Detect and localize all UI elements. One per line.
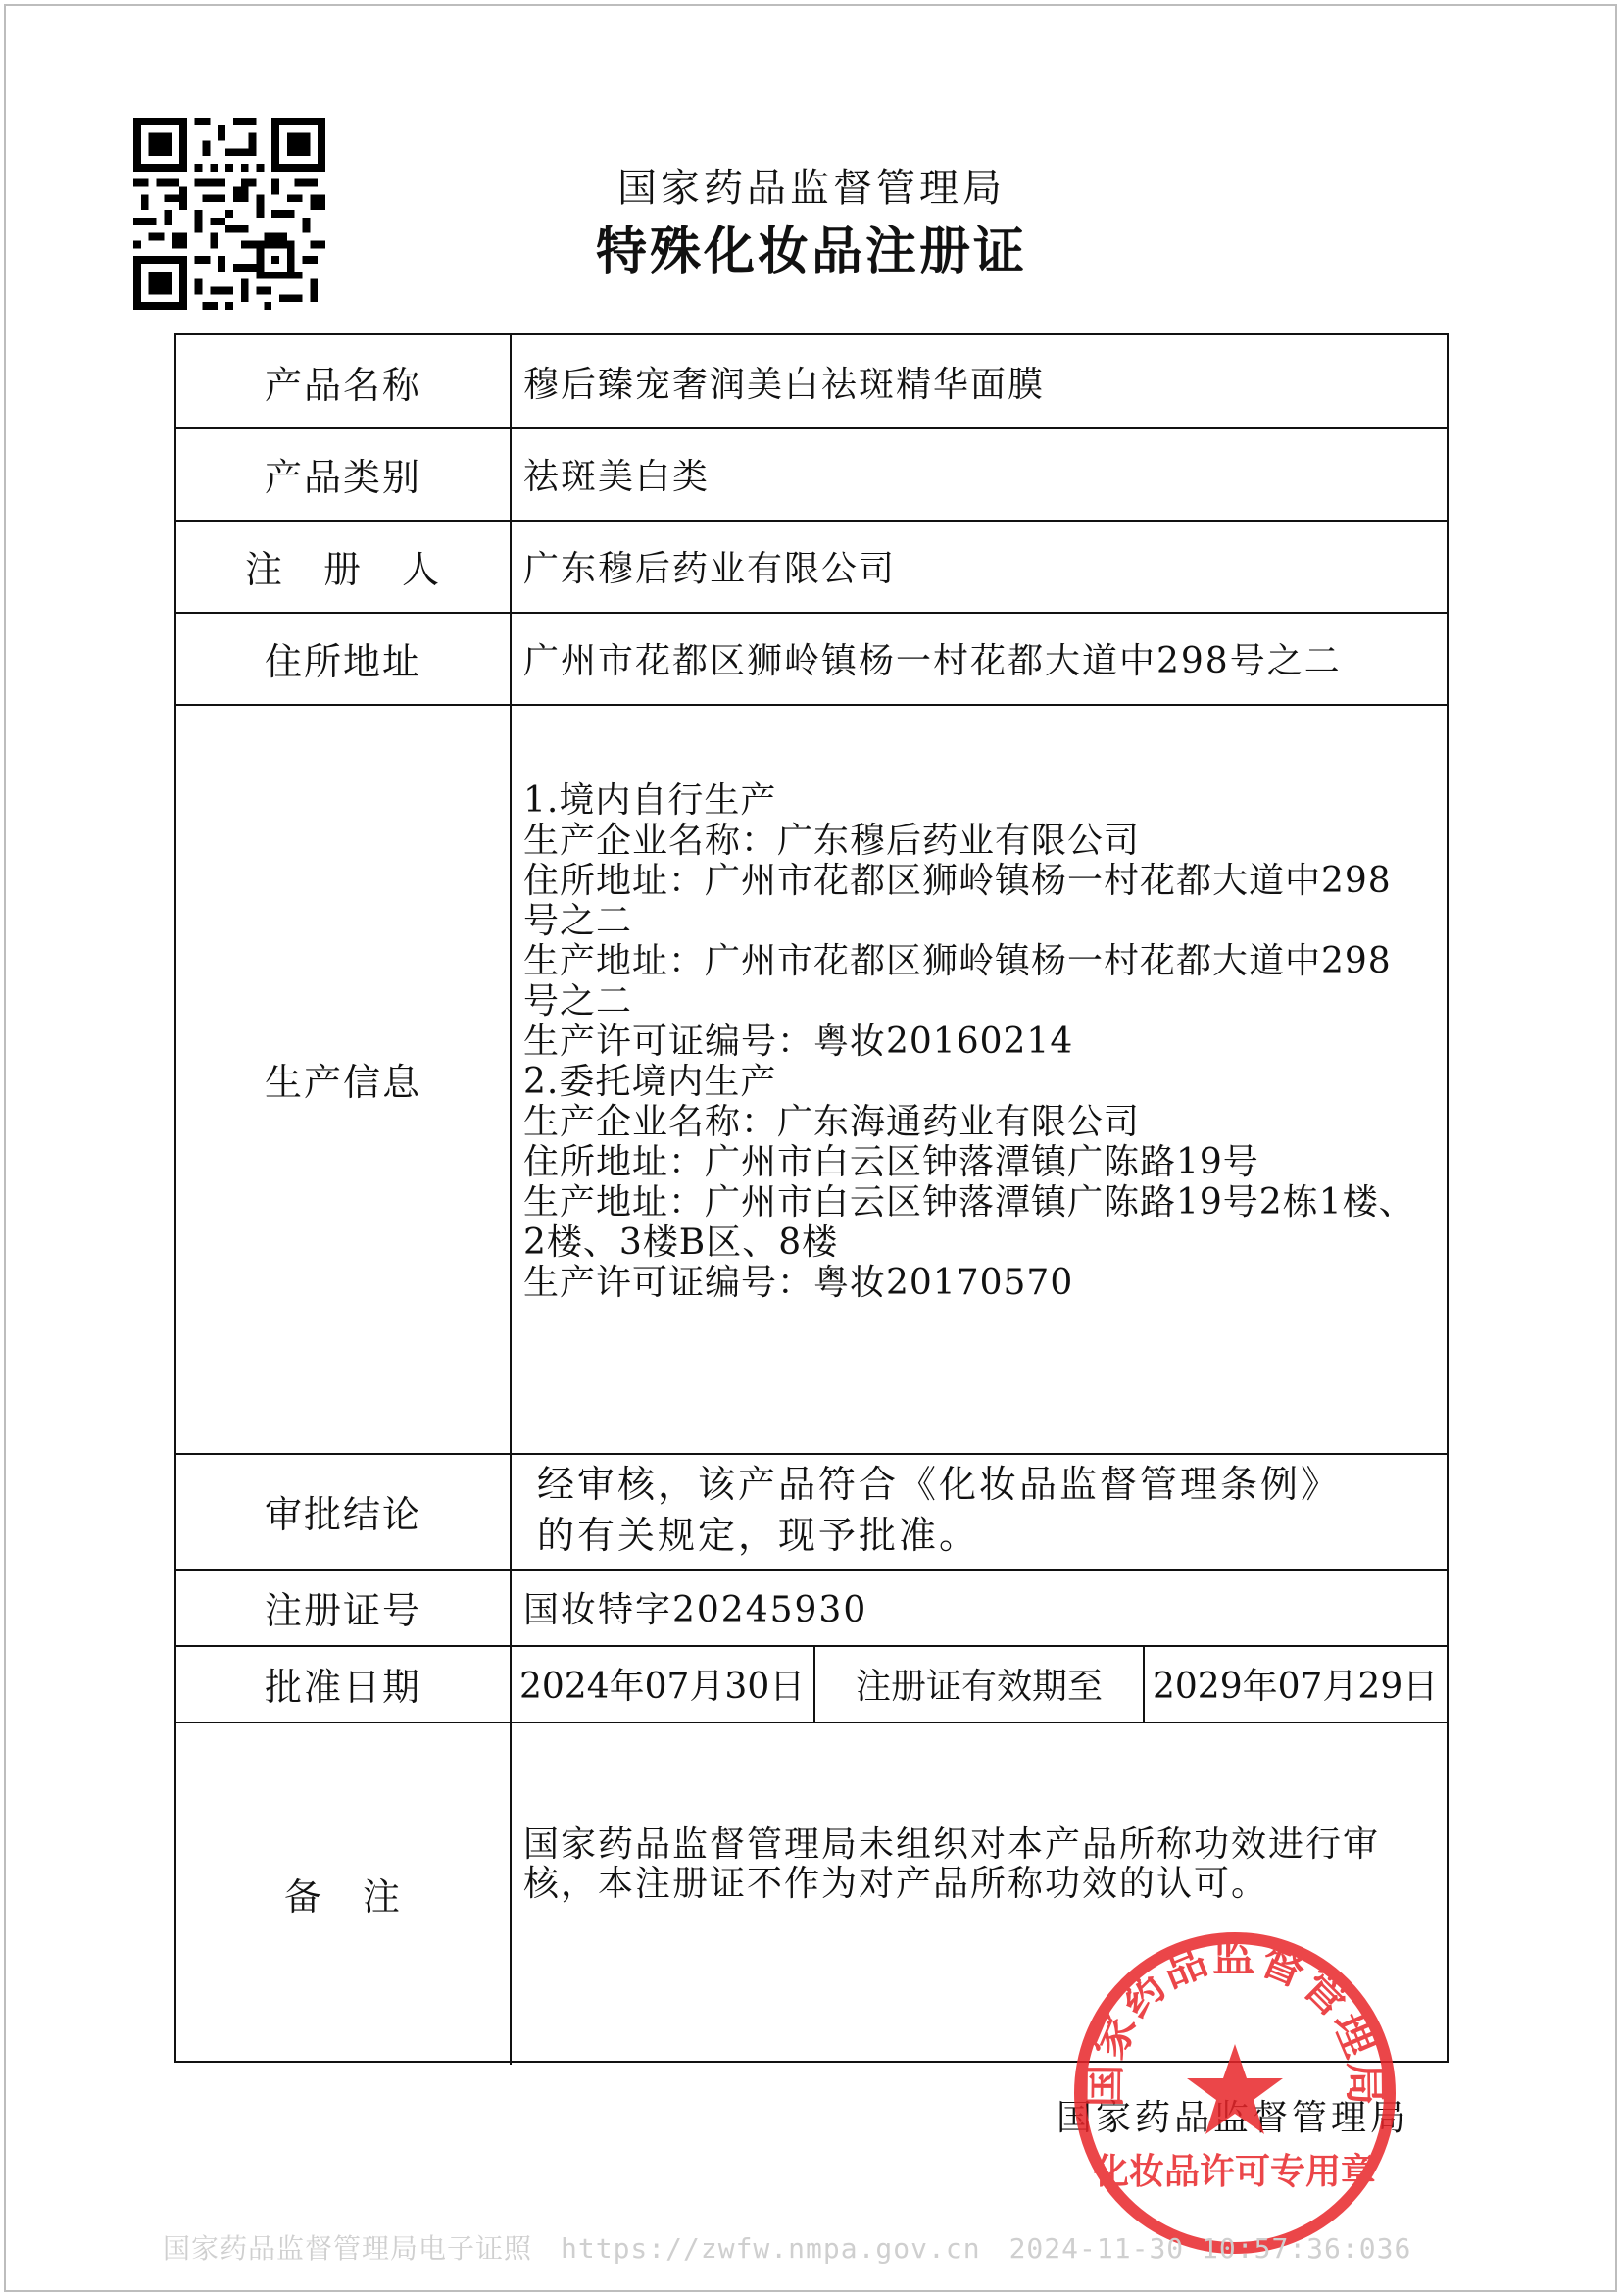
production-line: 生产企业名称：广东穆后药业有限公司 (523, 821, 1141, 861)
label-valid-until: 注册证有效期至 (815, 1645, 1145, 1722)
label-product-category: 产品类别 (176, 427, 512, 520)
row-registration-no (176, 1569, 1447, 1647)
certificate-title: 特殊化妆品注册证 (595, 223, 1027, 281)
value-production-info (512, 704, 1447, 1453)
row-address (176, 612, 1447, 706)
remarks-line: 核，本注册证不作为对产品所称功效的认可。 (523, 1864, 1269, 1904)
production-line: 住所地址：广州市白云区钟落潭镇广陈路19号 (523, 1142, 1259, 1182)
value-product-name: 穆后臻宠奢润美白祛斑精华面膜 (523, 364, 1046, 405)
issuing-authority-signature: 国家药品监督管理局 (1057, 2098, 1410, 2138)
value-approval-date: 2024年07月30日 (512, 1645, 815, 1722)
agency-heading: 国家药品监督管理局 (617, 166, 1006, 211)
row-product-name (176, 335, 1447, 429)
conclusion-line: 的有关规定，现予批准。 (537, 1514, 980, 1557)
production-line: 2楼、3楼B区、8楼 (523, 1223, 839, 1263)
official-seal (1068, 1926, 1402, 2260)
certificate-table (174, 333, 1449, 2063)
conclusion-line: 经审核，该产品符合《化妆品监督管理条例》 (537, 1463, 1342, 1506)
production-line: 生产许可证编号：粤妆20170570 (523, 1263, 1074, 1303)
label-address: 住所地址 (176, 612, 512, 704)
production-line: 住所地址：广州市花都区狮岭镇杨一村花都大道中298 (523, 861, 1392, 901)
value-approval-conclusion (512, 1453, 1447, 1569)
row-product-category (176, 427, 1447, 522)
production-line: 2.委托境内生产 (523, 1062, 777, 1102)
remarks-line: 国家药品监督管理局未组织对本产品所称功效进行审 (523, 1824, 1381, 1865)
value-registration-no: 国妆特字20245930 (523, 1589, 868, 1630)
row-production-info (176, 704, 1447, 1455)
row-approval-date (176, 1645, 1447, 1723)
row-registrant (176, 520, 1447, 614)
label-approval-conclusion: 审批结论 (176, 1453, 512, 1569)
label-remarks: 备 注 (176, 1722, 512, 2065)
production-line: 生产企业名称：广东海通药业有限公司 (523, 1102, 1141, 1142)
electronic-license-watermark: 国家药品监督管理局电子证照 https://zwfw.nmpa.gov.cn 2024-11-30 10:57:36:036 (163, 2232, 1412, 2265)
label-production-info: 生产信息 (176, 704, 512, 1453)
production-line: 1.境内自行生产 (523, 780, 777, 821)
value-product-category: 祛斑美白类 (523, 456, 711, 497)
production-line: 生产地址：广州市白云区钟落潭镇广陈路19号2栋1楼、 (523, 1182, 1415, 1223)
production-line: 号之二 (523, 981, 633, 1022)
seal-arc-text: 国家药品监督管理局 (1079, 1930, 1391, 2108)
label-registrant: 注 册 人 (176, 520, 512, 612)
value-registrant: 广东穆后药业有限公司 (523, 548, 897, 589)
label-product-name: 产品名称 (176, 335, 512, 427)
value-address: 广州市花都区狮岭镇杨一村花都大道中298号之二 (523, 640, 1342, 681)
production-line: 生产地址：广州市花都区狮岭镇杨一村花都大道中298 (523, 941, 1392, 981)
value-valid-until: 2029年07月29日 (1153, 1666, 1439, 1707)
label-approval-date: 批准日期 (176, 1645, 512, 1722)
production-line: 生产许可证编号：粤妆20160214 (523, 1022, 1074, 1062)
production-line: 号之二 (523, 901, 633, 941)
seal-bottom-text: 化妆品许可专用章 (1093, 2152, 1377, 2192)
label-registration-no: 注册证号 (176, 1569, 512, 1645)
row-approval-conclusion (176, 1453, 1447, 1571)
